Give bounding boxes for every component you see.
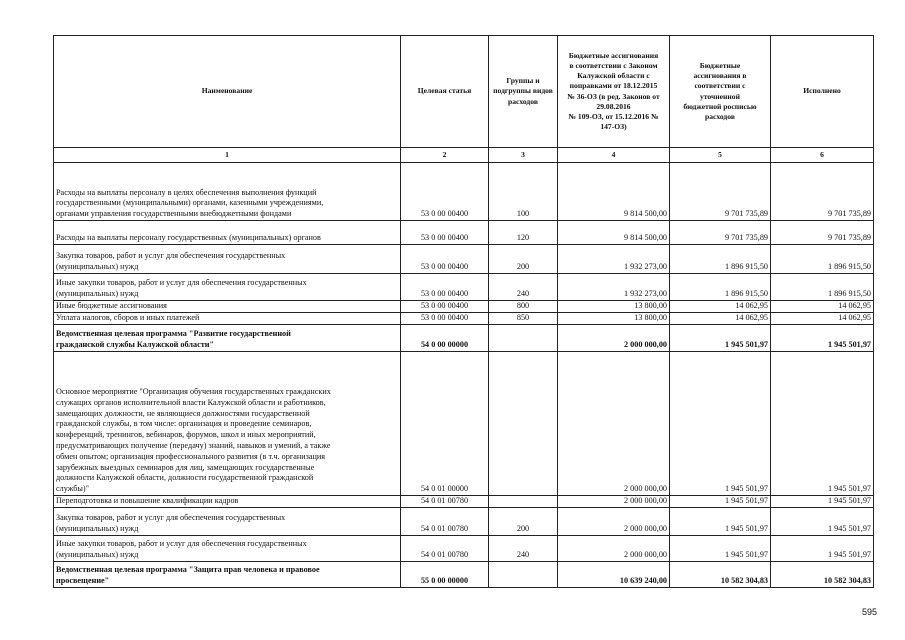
row-name: Иные закупки товаров, работ и услуг для обеспечения государственных (муниципальных) нужд	[54, 274, 401, 301]
row-refined-amount: 1 945 501,97	[670, 508, 771, 536]
row-expense-group	[489, 496, 558, 508]
column-number: 4	[558, 148, 670, 163]
row-refined-amount: 14 062,95	[670, 301, 771, 313]
row-refined-amount: 1 945 501,97	[670, 496, 771, 508]
row-executed-amount: 1 945 501,97	[771, 352, 874, 496]
row-name: Уплата налогов, сборов и иных платежей	[54, 313, 401, 325]
row-law-amount: 2 000 000,00	[558, 508, 670, 536]
row-target-article: 53 0 00 00400	[401, 163, 489, 221]
row-law-amount: 2 000 000,00	[558, 496, 670, 508]
table-row	[54, 301, 874, 313]
row-name: Ведомственная целевая программа "Защита прав человека и правовое просвещение"	[54, 562, 401, 588]
header-name: Наименование	[54, 36, 401, 148]
row-refined-amount: 1 896 915,50	[670, 245, 771, 274]
row-refined-amount: 9 701 735,89	[670, 163, 771, 221]
row-target-article: 54 0 01 00780	[401, 536, 489, 562]
row-executed-amount: 14 062,95	[771, 301, 874, 313]
row-name: Основное мероприятие "Организация обучения государственных гражданских служащих органов исполнительной власти Калужской области и работников, замещающих должности, не являющиеся должностями государственной гражданской службы, в том числе: организация и проведение семинаров, конференций, тренингов, вебинаров, форумов, школ и иных мероприятий, предусматривающих получение (передачу) знаний, навыков и умений, а также обмен опытом; организация профессионального развития (в т.ч. организация зарубежных выездных семинаров для лиц, замещающих государственные должности Калужской области, должности государственной гражданской службы)"	[54, 352, 401, 496]
table-row	[54, 325, 874, 352]
row-expense-group	[489, 352, 558, 496]
row-refined-amount: 1 896 915,50	[670, 274, 771, 301]
row-law-amount: 13 800,00	[558, 313, 670, 325]
row-refined-amount: 10 582 304,83	[670, 562, 771, 588]
table-row	[54, 313, 874, 325]
row-executed-amount: 1 896 915,50	[771, 274, 874, 301]
column-number: 5	[670, 148, 771, 163]
page-number: 595	[862, 607, 878, 617]
table-row	[54, 352, 874, 496]
column-number-row	[54, 148, 874, 163]
table-row	[54, 221, 874, 245]
row-name: Иные закупки товаров, работ и услуг для обеспечения государственных (муниципальных) нужд	[54, 536, 401, 562]
row-target-article: 53 0 00 00400	[401, 221, 489, 245]
row-refined-amount: 1 945 501,97	[670, 325, 771, 352]
row-target-article: 53 0 00 00400	[401, 313, 489, 325]
header-refined-allocations: Бюджетные ассигнования в соответствии с уточненной бюджетной росписью расходов	[670, 36, 771, 148]
row-law-amount: 2 000 000,00	[558, 352, 670, 496]
row-target-article: 53 0 00 00400	[401, 301, 489, 313]
row-name: Расходы на выплаты персоналу в целях обеспечения выполнения функций государственными (муниципальными) органами, казенными учреждениями, органами управления государственными внебюджетными фондами	[54, 163, 401, 221]
row-expense-group: 200	[489, 508, 558, 536]
table-row	[54, 496, 874, 508]
table-row	[54, 163, 874, 221]
row-executed-amount: 1 945 501,97	[771, 508, 874, 536]
row-executed-amount: 14 062,95	[771, 313, 874, 325]
table-body	[54, 163, 874, 588]
table-row	[54, 245, 874, 274]
row-expense-group: 100	[489, 163, 558, 221]
row-target-article: 55 0 00 00000	[401, 562, 489, 588]
row-law-amount: 2 000 000,00	[558, 325, 670, 352]
header-expense-groups: Группы и подгруппы видов расходов	[489, 36, 558, 148]
column-number: 2	[401, 148, 489, 163]
row-executed-amount: 10 582 304,83	[771, 562, 874, 588]
row-expense-group: 240	[489, 536, 558, 562]
row-name: Расходы на выплаты персоналу государственных (муниципальных) органов	[54, 221, 401, 245]
table-row	[54, 562, 874, 588]
row-executed-amount: 9 701 735,89	[771, 163, 874, 221]
row-expense-group	[489, 325, 558, 352]
row-name: Закупка товаров, работ и услуг для обеспечения государственных (муниципальных) нужд	[54, 508, 401, 536]
row-expense-group: 200	[489, 245, 558, 274]
row-target-article: 53 0 00 00400	[401, 274, 489, 301]
row-refined-amount: 14 062,95	[670, 313, 771, 325]
row-expense-group: 800	[489, 301, 558, 313]
row-executed-amount: 9 701 735,89	[771, 221, 874, 245]
row-target-article: 54 0 00 00000	[401, 325, 489, 352]
row-law-amount: 1 932 273,00	[558, 245, 670, 274]
row-refined-amount: 1 945 501,97	[670, 536, 771, 562]
table-row	[54, 274, 874, 301]
row-target-article: 54 0 01 00000	[401, 352, 489, 496]
header-target-article: Целевая статья	[401, 36, 489, 148]
table-row	[54, 536, 874, 562]
row-target-article: 54 0 01 00780	[401, 496, 489, 508]
row-expense-group: 850	[489, 313, 558, 325]
row-name: Переподготовка и повышение квалификации кадров	[54, 496, 401, 508]
row-law-amount: 2 000 000,00	[558, 536, 670, 562]
row-executed-amount: 1 945 501,97	[771, 325, 874, 352]
row-executed-amount: 1 945 501,97	[771, 536, 874, 562]
row-name: Иные бюджетные ассигнования	[54, 301, 401, 313]
row-law-amount: 13 800,00	[558, 301, 670, 313]
budget-table	[53, 35, 874, 588]
row-expense-group: 120	[489, 221, 558, 245]
row-refined-amount: 1 945 501,97	[670, 352, 771, 496]
row-expense-group	[489, 562, 558, 588]
row-executed-amount: 1 896 915,50	[771, 245, 874, 274]
row-law-amount: 9 814 500,00	[558, 221, 670, 245]
row-executed-amount: 1 945 501,97	[771, 496, 874, 508]
row-law-amount: 10 639 240,00	[558, 562, 670, 588]
row-refined-amount: 9 701 735,89	[670, 221, 771, 245]
header-law-allocations: Бюджетные ассигнования в соответствии с Законом Калужской области с поправками от 18.12.2015 № 36-ОЗ (в ред. Законов от 29.08.2016 № 109-ОЗ, от 15.12.2016 № 147-ОЗ)	[558, 36, 670, 148]
column-number: 3	[489, 148, 558, 163]
column-number: 1	[54, 148, 401, 163]
row-law-amount: 1 932 273,00	[558, 274, 670, 301]
row-name: Ведомственная целевая программа "Развитие государственной гражданской службы Калужской области"	[54, 325, 401, 352]
row-target-article: 54 0 01 00780	[401, 508, 489, 536]
table-row	[54, 508, 874, 536]
header-executed: Исполнено	[771, 36, 874, 148]
row-target-article: 53 0 00 00400	[401, 245, 489, 274]
column-number: 6	[771, 148, 874, 163]
table-header-row	[54, 36, 874, 148]
row-name: Закупка товаров, работ и услуг для обеспечения государственных (муниципальных) нужд	[54, 245, 401, 274]
row-law-amount: 9 814 500,00	[558, 163, 670, 221]
row-expense-group: 240	[489, 274, 558, 301]
